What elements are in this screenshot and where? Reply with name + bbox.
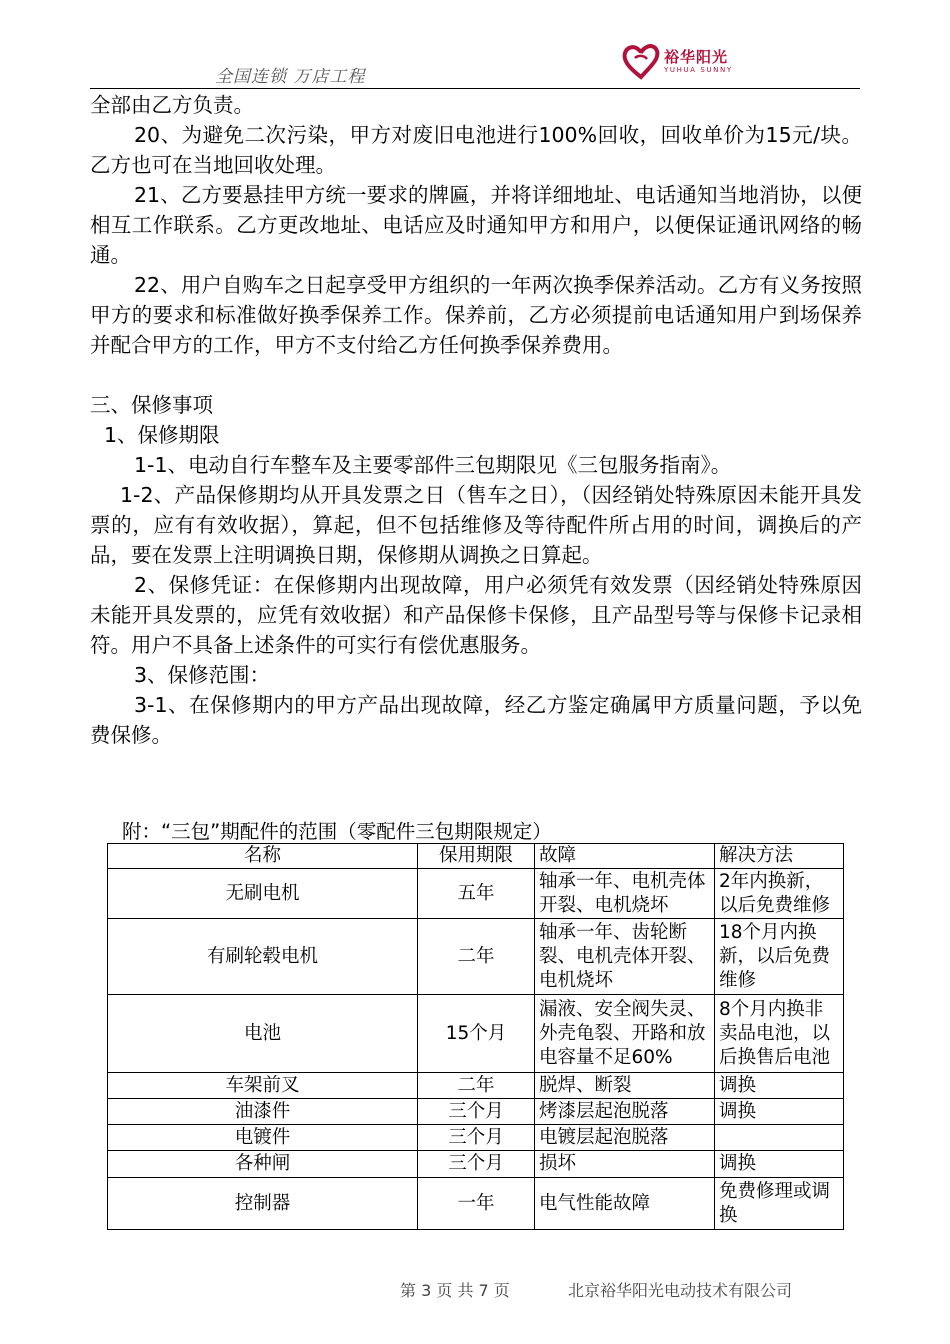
cell-period: 五年 (418, 869, 535, 919)
cell-solution: 调换 (715, 1099, 844, 1125)
table-row (108, 995, 844, 1073)
warranty-parts-table (107, 843, 844, 1230)
table-row (108, 1178, 844, 1230)
cell-solution: 免费修理或调换 (715, 1178, 844, 1230)
cell-solution: 2年内换新，以后免费维修 (715, 869, 844, 919)
logo-name: 裕华阳光 (664, 48, 729, 66)
company-logo (622, 44, 742, 80)
cell-fault: 轴承一年、齿轮断裂、电机壳体开裂、电机烧坏 (535, 919, 715, 995)
cell-period: 二年 (418, 919, 535, 995)
cell-solution: 8个月内换非卖品电池，以后换售后电池 (715, 995, 844, 1073)
cell-period: 三个月 (418, 1151, 535, 1178)
subsection-warranty-period: 1、保修期限 (104, 423, 220, 447)
cell-fault: 电气性能故障 (535, 1178, 715, 1230)
table-row (108, 1125, 844, 1151)
clause-3: 3、保修范围： (134, 663, 271, 687)
cell-name: 电镀件 (108, 1125, 418, 1151)
cell-period: 一年 (418, 1178, 535, 1230)
clause-22: 22、用户自购车之日起享受甲方组织的一年两次换季保养活动。乙方有义务按照甲方的要求和标准做好换季保养工作。保养前，乙方必须提前电话通知用户到场保养并配合甲方的工作，甲方不支付给乙方任何换季保养费用。 (90, 273, 862, 357)
table-header-row (108, 844, 844, 869)
cell-solution: 18个月内换新，以后免费维修 (715, 919, 844, 995)
cell-fault: 电镀层起泡脱落 (535, 1125, 715, 1151)
header-name: 名称 (108, 844, 418, 869)
cell-name: 油漆件 (108, 1099, 418, 1125)
cell-fault: 损坏 (535, 1151, 715, 1178)
table-row (108, 1099, 844, 1125)
header-fault: 故障 (535, 844, 715, 869)
cell-solution (715, 1125, 844, 1151)
cell-name: 车架前叉 (108, 1073, 418, 1099)
cell-name: 有刷轮毂电机 (108, 919, 418, 995)
cell-fault: 烤漆层起泡脱落 (535, 1099, 715, 1125)
cell-solution: 调换 (715, 1151, 844, 1178)
table-row (108, 1073, 844, 1099)
document-body (90, 90, 862, 750)
cell-name: 控制器 (108, 1178, 418, 1230)
header-divider (90, 88, 860, 89)
clause-21: 21、乙方要悬挂甲方统一要求的牌匾，并将详细地址、电话通知当地消协，以便相互工作联系。乙方更改地址、电话应及时通知甲方和用户，以便保证通讯网络的畅通。 (90, 183, 862, 267)
heart-logo-icon (622, 44, 660, 80)
cell-name: 无刷电机 (108, 869, 418, 919)
cell-period: 三个月 (418, 1099, 535, 1125)
company-name: 北京裕华阳光电动技术有限公司 (568, 1281, 793, 1300)
table-row (108, 869, 844, 919)
clause-1-2: 1-2、产品保修期均从开具发票之日（售车之日），（因经销处特殊原因未能开具发票的，应有有效收据），算起，但不包括维修及等待配件所占用的时间，调换后的产品，要在发票上注明调换日期，保修期从调换之日算起。 (90, 483, 862, 567)
clause-2: 2、保修凭证：在保修期内出现故障，用户必须凭有效发票（因经销处特殊原因未能开具发票的，应凭有效收据）和产品保修卡保修，且产品型号等与保修卡记录相符。用户不具备上述条件的可实行有偿优惠服务。 (90, 573, 862, 657)
cell-solution: 调换 (715, 1073, 844, 1099)
cell-fault: 脱焊、断裂 (535, 1073, 715, 1099)
cell-fault: 轴承一年、电机壳体开裂、电机烧坏 (535, 869, 715, 919)
cell-name: 电池 (108, 995, 418, 1073)
clause-20: 20、为避免二次污染，甲方对废旧电池进行100%回收，回收单价为15元/块。乙方也可在当地回收处理。 (90, 123, 862, 177)
cell-period: 15个月 (418, 995, 535, 1073)
header-solution: 解决方法 (715, 844, 844, 869)
cell-name: 各种闸 (108, 1151, 418, 1178)
cell-fault: 漏液、安全阀失灵、外壳龟裂、开路和放电容量不足60% (535, 995, 715, 1073)
clause-1-1: 1-1、电动自行车整车及主要零部件三包期限见《三包服务指南》。 (134, 453, 732, 477)
table-row (108, 1151, 844, 1178)
paragraph-continuation: 全部由乙方负责。 (90, 93, 254, 117)
table-row (108, 919, 844, 995)
table-caption: 附：“三包”期配件的范围（零配件三包期限规定） (122, 820, 552, 843)
clause-3-1: 3-1、在保修期内的甲方产品出现故障，经乙方鉴定确属甲方质量问题，予以免费保修。 (90, 693, 862, 747)
cell-period: 二年 (418, 1073, 535, 1099)
cell-period: 三个月 (418, 1125, 535, 1151)
page-number: 第 3 页 共 7 页 (400, 1281, 510, 1300)
header-period: 保用期限 (418, 844, 535, 869)
section-title: 三、保修事项 (90, 393, 213, 417)
logo-english-name: YUHUA SUNNY (664, 66, 733, 74)
header-slogan: 全国连锁 万店工程 (215, 67, 366, 87)
